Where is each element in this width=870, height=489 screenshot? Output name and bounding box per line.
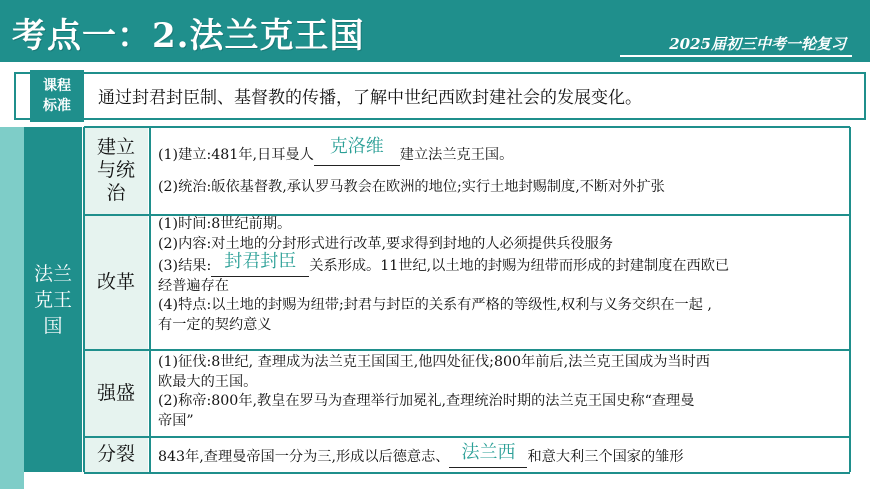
subtitle-underline (620, 55, 852, 57)
answer-blank (211, 251, 309, 277)
content-line: (1)征伐:8世纪, 查理成为法兰克王国国王,他四处征伐;800年前后,法兰克王国成为当时西 (158, 354, 710, 370)
row-label-cell (84, 350, 148, 436)
content-line: (2)称帝:800年,教皇在罗马为查理举行加冕礼,查理统治时期的法兰克王国史称“查理曼 (158, 393, 695, 409)
column-divider (149, 127, 151, 472)
answer-blank (314, 136, 400, 166)
content-line: (4)特点:以土地的封赐为纽带;封君与封臣的关系有严格的等级性,权利与义务交织在一起 , (158, 297, 712, 313)
curriculum-standard-tag (30, 70, 84, 122)
category-label: 法兰克王国 (33, 262, 72, 337)
row-content (150, 437, 850, 472)
row-label-cell (84, 437, 148, 472)
row-label-cell (84, 215, 148, 349)
row-divider (84, 436, 850, 438)
row-label: 强盛 (96, 381, 135, 404)
table-border-right (849, 127, 851, 472)
row-content (150, 215, 850, 349)
content-line: (2)统治:皈依基督教,承认罗马教会在欧洲的地位;实行土地封赐制度,不断对外扩张 (158, 178, 665, 195)
table-border-top (84, 126, 850, 128)
answer-text: 法兰西 (461, 442, 516, 463)
answer-text: 封君封臣 (224, 251, 297, 272)
content-line: (2)内容:对土地的分封形式进行改革,要求得到封地的人必须提供兵役服务 (158, 235, 614, 252)
answer-text: 克洛维 (329, 136, 384, 157)
row-label: 建立与统治 (96, 136, 135, 204)
row-content (150, 350, 850, 436)
row-divider (84, 214, 850, 216)
content-line: (1)建立:481年,日耳曼人 克洛维 建立法兰克王国。 (158, 143, 850, 166)
page-subtitle: 2025届初三中考一轮复习 (669, 35, 846, 53)
content-line: 帝国” (158, 412, 194, 429)
curriculum-standard-text: 通过封君封臣制、基督教的传播，了解中世纪西欧封建社会的发展变化。 (98, 88, 642, 108)
row-divider (84, 349, 850, 351)
page-title: 考点一：2.法兰克王国 (12, 16, 365, 56)
content-line: 843年,查理曼帝国一分为三,形成以后德意志、 法兰西 和意大利三个国家的雏形 (158, 445, 850, 468)
standard-tag-line2: 标准 (43, 98, 71, 114)
row-label: 分裂 (96, 443, 135, 465)
content-line: 经普遍存在 (158, 277, 229, 294)
row-label-cell (84, 127, 148, 214)
standard-tag-line1: 课程 (43, 78, 71, 94)
content-line: (3)结果: 封君封臣 关系形成。11世纪,以土地的封赐为纽带而形成的封建制度在西欧已 (158, 254, 850, 277)
content-line: 欧最大的王国。 (158, 373, 258, 390)
content-line: (1)时间:8世纪前期。 (158, 216, 292, 232)
answer-blank (449, 442, 527, 468)
row-label: 改革 (96, 270, 135, 293)
content-line: 有一定的契约意义 (158, 316, 272, 333)
decorative-side-bar (0, 127, 24, 489)
row-content (150, 127, 850, 214)
title-banner (0, 0, 870, 62)
category-cell (24, 127, 82, 472)
table-border-bottom (84, 472, 850, 474)
column-divider (83, 127, 85, 472)
